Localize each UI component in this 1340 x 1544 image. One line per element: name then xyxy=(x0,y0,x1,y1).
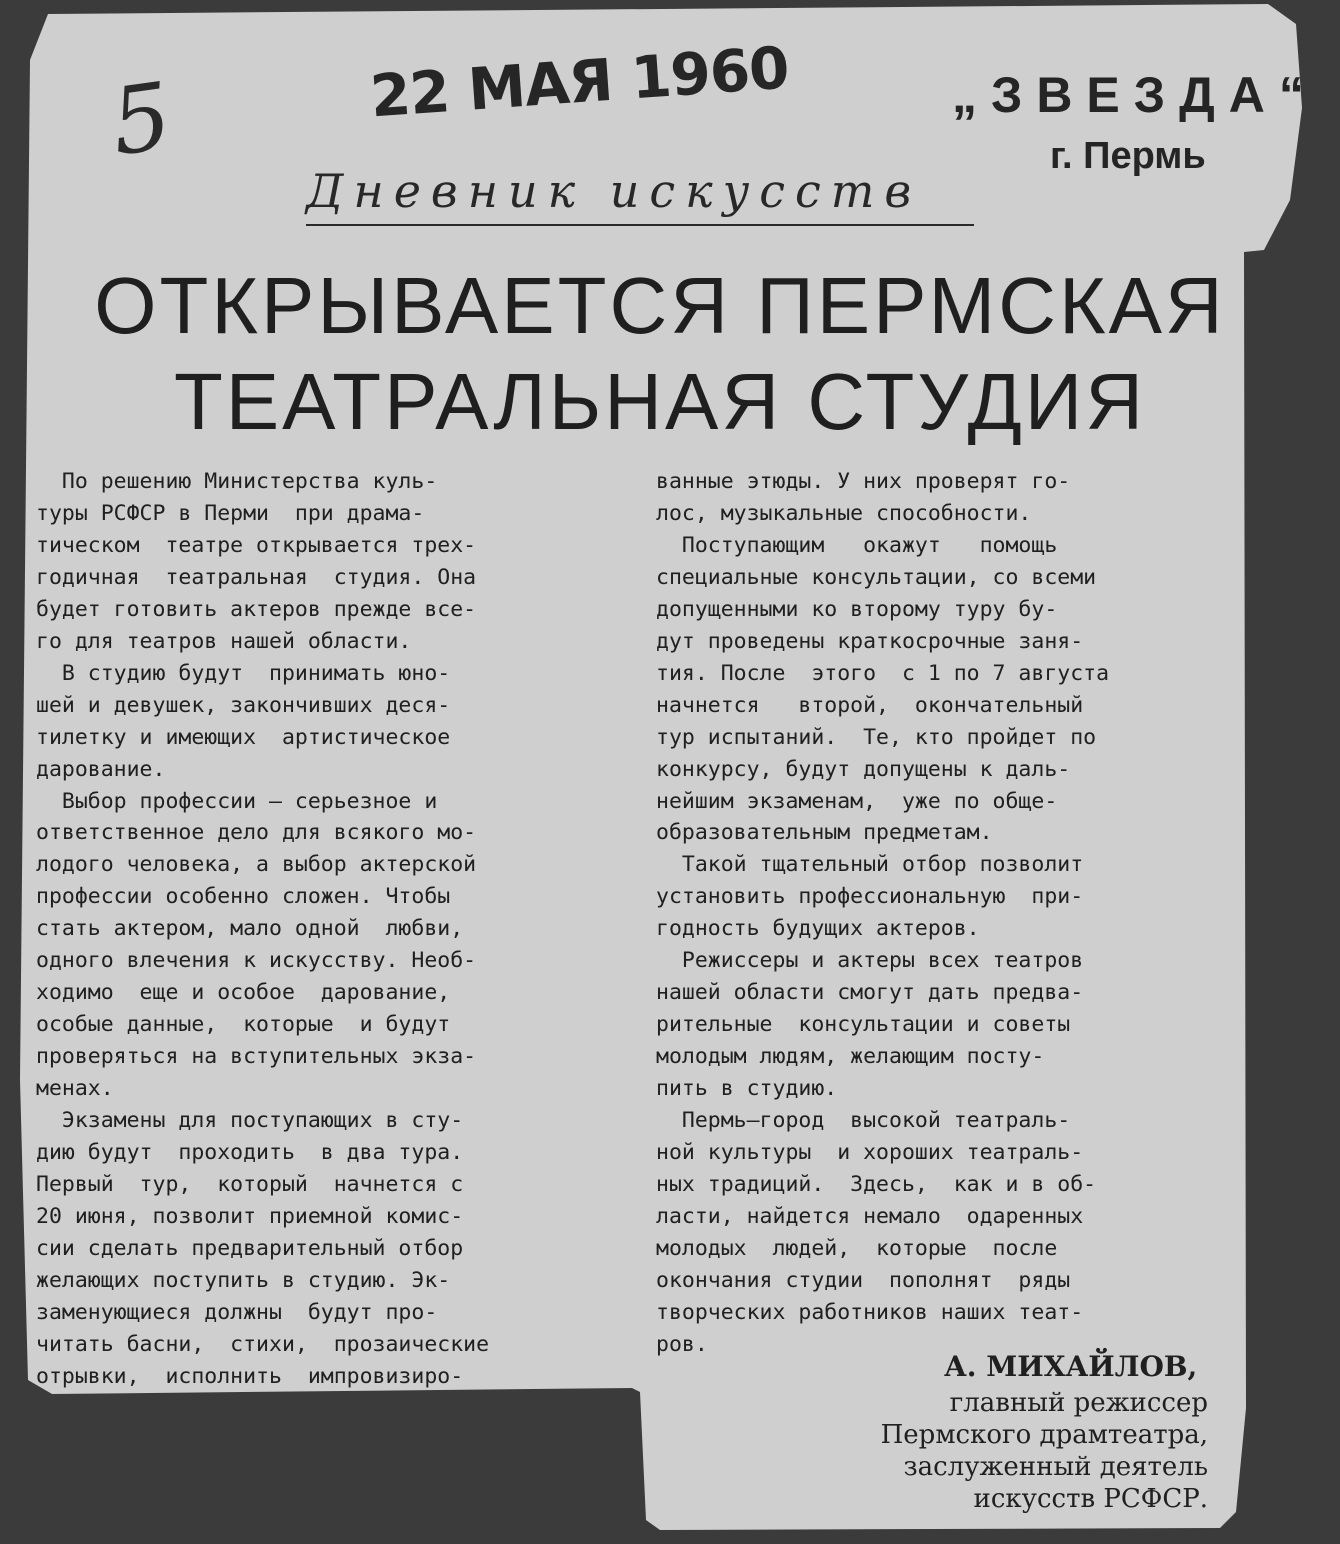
text-line: тур испытаний. Те, кто пройдет по xyxy=(656,724,1097,750)
text-line: нашей области смогут дать предва- xyxy=(656,980,1084,1006)
text-line: творческих работников наших теат- xyxy=(656,1299,1084,1325)
text-line: ров. xyxy=(656,1331,708,1357)
text-line: заменующиеся должны будут про- xyxy=(36,1299,438,1325)
author-title-line-1: главный режиссер xyxy=(949,1388,1208,1418)
text-line: окончания студии пополнят ряды xyxy=(656,1267,1071,1293)
text-line: го для театров нашей области. xyxy=(36,628,412,654)
newspaper-city: г. Пермь xyxy=(1050,135,1206,177)
text-line: особые данные, которые и будут xyxy=(36,1012,451,1038)
text-line: начнется второй, окончательный xyxy=(656,692,1084,718)
text-line: ванные этюды. У них проверят го- xyxy=(656,469,1071,494)
text-line: сии сделать предварительный отбор xyxy=(36,1235,464,1261)
text-line: туры РСФСР в Перми при драма- xyxy=(36,500,425,526)
text-line: Режиссеры и актеры всех театров xyxy=(656,948,1084,974)
text-line: специальные консультации, со всеми xyxy=(656,564,1097,590)
text-line: пить в студию. xyxy=(656,1076,838,1102)
text-line: желающих поступить в студию. Эк- xyxy=(36,1267,451,1293)
text-line: лодого человека, а выбор актерской xyxy=(36,852,477,878)
text-line: установить профессиональную при- xyxy=(656,884,1084,910)
text-line: По решению Министерства куль- xyxy=(36,469,438,494)
text-line: В студию будут принимать юно- xyxy=(36,660,451,686)
text-line: Экзамены для поступающих в сту- xyxy=(36,1108,464,1134)
author-name: А. МИХАЙЛОВ, xyxy=(944,1350,1198,1383)
left-column xyxy=(36,466,489,1393)
text-line: конкурсу, будут допущены к даль- xyxy=(656,756,1071,782)
text-line: менах. xyxy=(36,1076,114,1102)
article-headline xyxy=(60,258,1260,450)
text-line: Такой тщательный отбор позволит xyxy=(656,852,1084,878)
text-line: Поступающим окажут помощь xyxy=(656,532,1058,558)
headline-line-1: ОТКРЫВАЕТСЯ ПЕРМСКАЯ xyxy=(94,261,1226,350)
text-line: Пермь—город высокой театраль- xyxy=(656,1108,1071,1134)
text-line: ной культуры и хороших театраль- xyxy=(656,1140,1084,1166)
text-line: годичная театральная студия. Она xyxy=(36,564,477,590)
text-line: тилетку и имеющих артистическое xyxy=(36,724,451,750)
text-line: отрывки, исполнить импровизиро- xyxy=(36,1363,464,1389)
right-column xyxy=(656,466,1109,1361)
text-line: рительные консультации и советы xyxy=(656,1012,1071,1038)
text-line: лос, музыкальные способности. xyxy=(656,500,1032,526)
text-line: дарование. xyxy=(36,756,166,782)
text-line: ответственное дело для всякого мо- xyxy=(36,820,477,846)
author-title-line-4: искусств РСФСР. xyxy=(973,1484,1208,1514)
text-line: Первый тур, который начнется с xyxy=(36,1171,464,1197)
text-line: одного влечения к искусству. Необ- xyxy=(36,948,477,974)
author-title-line-2: Пермского драмтеатра, xyxy=(880,1420,1208,1450)
handwritten-number: 5 xyxy=(104,62,178,177)
text-line: молодых людей, которые после xyxy=(656,1235,1058,1261)
text-line: образовательным предметам. xyxy=(656,820,993,846)
headline-line-2: ТЕАТРАЛЬНАЯ СТУДИЯ xyxy=(173,357,1147,446)
date-stamp: 22 МАЯ 1960 xyxy=(368,33,791,131)
text-line: профессии особенно сложен. Чтобы xyxy=(36,884,451,910)
text-line: ходимо еще и особое дарование, xyxy=(36,980,451,1006)
text-line: ных традиций. Здесь, как и в об- xyxy=(656,1171,1097,1197)
text-line: читать басни, стихи, прозаические xyxy=(36,1331,490,1357)
text-line: молодым людям, желающим посту- xyxy=(656,1044,1045,1070)
text-line: дию будут проходить в два тура. xyxy=(36,1140,464,1166)
rubric-title: Дневник искусств xyxy=(306,164,974,226)
text-line: тия. После этого с 1 по 7 августа xyxy=(656,660,1110,686)
text-line: стать актером, мало одной любви, xyxy=(36,916,464,942)
text-line: будет готовить актеров прежде все- xyxy=(36,596,477,622)
text-line: шей и девушек, закончивших деся- xyxy=(36,692,451,718)
text-line: Выбор профессии — серьезное и xyxy=(36,788,438,814)
text-line: допущенными ко второму туру бу- xyxy=(656,596,1058,622)
text-line: дут проведены краткосрочные заня- xyxy=(656,628,1084,654)
text-line: проверяться на вступительных экза- xyxy=(36,1044,477,1070)
newspaper-name: „ЗВЕЗДА“ xyxy=(952,67,1318,123)
text-line: тическом театре открывается трех- xyxy=(36,532,477,558)
text-line: нейшим экзаменам, уже по обще- xyxy=(656,788,1058,814)
author-title-line-3: заслуженный деятель xyxy=(903,1452,1208,1482)
text-line: 20 июня, позволит приемной комис- xyxy=(36,1203,464,1229)
text-line: годность будущих актеров. xyxy=(656,916,980,942)
text-line: ласти, найдется немало одаренных xyxy=(656,1203,1084,1229)
